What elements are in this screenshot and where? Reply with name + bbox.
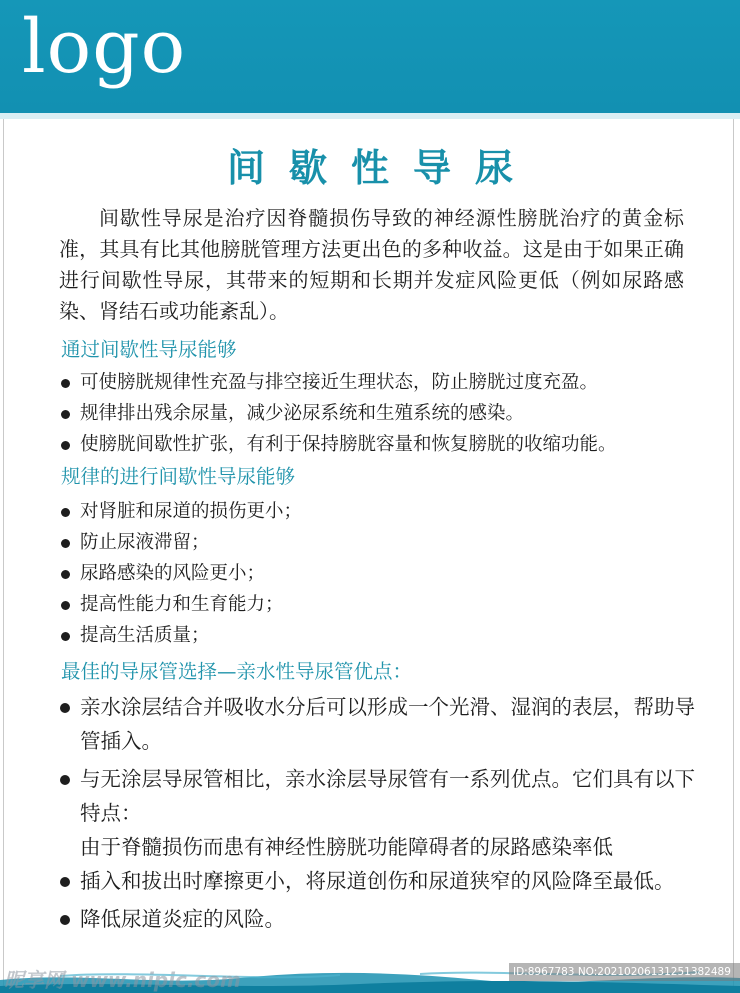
section1-heading: 通过间歇性导尿能够 [61, 338, 237, 361]
list-item: 对肾脏和尿道的损伤更小； [60, 496, 302, 527]
list-item: 规律排出残余尿量，减少泌尿系统和生殖系统的感染。 [60, 398, 617, 429]
list-item: 可使膀胱规律性充盈与排空接近生理状态，防止膀胱过度充盈。 [60, 367, 617, 398]
section2-list [60, 496, 302, 651]
watermark: 昵享网 www.nipic.com [4, 968, 241, 992]
list-item: 尿路感染的风险更小； [60, 558, 302, 589]
list-item: 亲水涂层结合并吸收水分后可以形成一个光滑、湿润的表层，帮助导管插入。 [58, 690, 698, 758]
list-item: 提高生活质量； [60, 620, 302, 651]
section3-heading: 最佳的导尿管选择—亲水性导尿管优点： [61, 660, 413, 683]
list-item: 使膀胱间歇性扩张，有利于保持膀胱容量和恢复膀胱的收缩功能。 [60, 429, 617, 460]
list-item: 插入和拔出时摩擦更小，将尿道创伤和尿道狭窄的风险降至最低。 [58, 864, 698, 898]
logo: logo [22, 4, 187, 90]
list-item: 防止尿液滞留； [60, 527, 302, 558]
header-banner [0, 0, 740, 113]
intro-paragraph: 间歇性导尿是治疗因脊髓损伤导致的神经源性膀胱治疗的黄金标准，其具有比其他膀胱管理方法更出色的多种收益。这是由于如果正确进行间歇性导尿，其带来的短期和长期并发症风险更低（例如尿路感染、肾结石或功能紊乱）。 [59, 206, 684, 323]
list-item: 与无涂层导尿管相比，亲水涂层导尿管有一系列优点。它们具有以下特点： [58, 762, 698, 830]
section1-list [60, 367, 617, 460]
page-title: 间歇性导尿 [226, 146, 537, 190]
list-item: 提高性能力和生育能力； [60, 589, 302, 620]
list-item: 降低尿道炎症的风险。 [58, 902, 698, 936]
section3-list [58, 690, 698, 936]
list-item-note: 由于脊髓损伤而患有神经性膀胱功能障碍者的尿路感染率低 [80, 835, 613, 859]
section2-heading: 规律的进行间歇性导尿能够 [61, 465, 296, 488]
image-id-text: ID:8967783 NO:20210206131251382489 [513, 966, 731, 978]
